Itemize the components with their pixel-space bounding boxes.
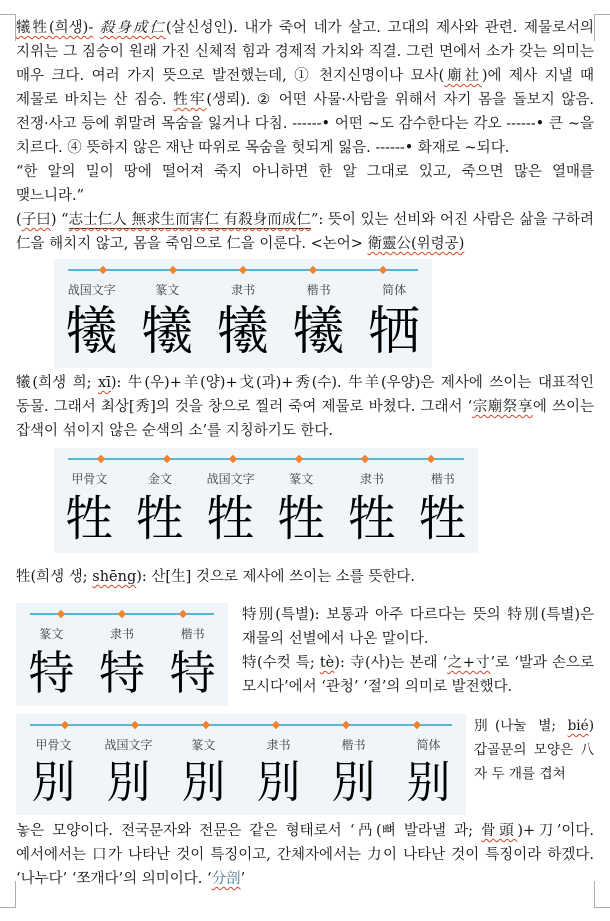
text-run: 分剖	[211, 871, 241, 887]
diamond-marker-icon	[239, 266, 247, 274]
glyph-char: 牲	[206, 491, 255, 547]
glyph-char: 別	[31, 757, 76, 808]
glyph-char: 別	[256, 757, 301, 808]
diamond-marker-icon	[379, 266, 387, 274]
timeline-cell	[68, 265, 138, 276]
text-run: 特(수컷 특;	[242, 655, 320, 671]
stage-label: 隶书	[110, 627, 135, 641]
timeline-cell	[382, 720, 452, 731]
text-run: 犧牲(희생)-	[16, 20, 94, 36]
text-run: 宗廟祭享	[472, 399, 533, 415]
glyph-char: 牲	[65, 491, 114, 547]
text-run: 子曰	[21, 212, 51, 228]
diamond-marker-icon	[309, 266, 317, 274]
stage-label: 楷书	[341, 738, 366, 752]
paragraph-te-explanation	[242, 651, 594, 699]
stage-label-row	[16, 733, 466, 757]
stage-label: 甲骨文	[35, 738, 72, 752]
stage-label: 战国文字	[206, 472, 255, 486]
diamond-marker-icon	[295, 455, 303, 463]
text-run: ): 牛(우)+羊(양)+戈(과)+秀(수). 牛羊(우양)은 제사에 쓰이는 대표적인 동물. 그래서 최상[秀]의 것을 창으로 찔러 죽여 제물로 바쳤다. 그래서 ‘	[16, 375, 594, 415]
text-run	[93, 20, 100, 36]
diamond-marker-icon	[163, 455, 171, 463]
paragraph-xi-explanation	[16, 371, 594, 443]
diamond-marker-icon	[229, 455, 237, 463]
stage-label: 篆文	[289, 472, 314, 486]
stage-label: 简体	[382, 283, 407, 297]
glyph-row	[16, 647, 228, 699]
text-run: )+刀’이다. 예서에서는 口가 나타난 것이 특징이고, 간체자에서는 力이 나타난 것이 특징이라 하겠다. ‘나누다’ ‘쪼개다’의 의미이다. ‘	[16, 823, 594, 887]
stage-label: 楷书	[306, 283, 331, 297]
paragraph-tebyeol	[242, 603, 594, 651]
timeline-cell	[241, 720, 311, 731]
text-run: 骨頭	[481, 823, 518, 839]
stage-label: 隶书	[360, 472, 385, 486]
document-body	[16, 16, 594, 891]
diamond-marker-icon	[99, 266, 107, 274]
diamond-marker-icon	[97, 455, 105, 463]
page-margin-mark-bottom-right	[594, 881, 610, 908]
stage-label: 金文	[148, 472, 173, 486]
script-evolution-chart-sheng	[54, 448, 478, 553]
text-run: 廟社	[444, 68, 482, 84]
stage-label: 篆文	[155, 283, 180, 297]
stage-label-row	[54, 278, 432, 302]
diamond-marker-icon	[342, 721, 350, 729]
timeline-cell	[134, 454, 200, 465]
stage-label: 楷书	[430, 472, 455, 486]
glyph-char: 牺	[368, 302, 421, 362]
text-run: 殺身成仁	[99, 20, 166, 36]
stage-label: 篆文	[39, 627, 64, 641]
section-te	[16, 603, 594, 706]
timeline-cell	[100, 720, 170, 731]
stage-label: 甲骨文	[71, 472, 108, 486]
paragraph-analects-quote	[16, 208, 594, 256]
text-run: 衛靈公(위령공)	[367, 236, 465, 252]
text-run: ) “	[50, 212, 69, 228]
timeline-cell	[30, 609, 91, 620]
section-byeol	[16, 714, 594, 815]
text-run: ’로 ‘발과 손으로 모시다’에서 ‘관청’ ‘절’의 의미로 발전했다.	[242, 655, 594, 695]
script-evolution-chart-te	[16, 603, 228, 706]
text-run: 別(나눌 별;	[474, 718, 568, 734]
diamond-marker-icon	[427, 455, 435, 463]
timeline-cell	[171, 720, 241, 731]
timeline-cell	[278, 265, 348, 276]
glyph-row	[54, 492, 478, 546]
paragraph-sheng-explanation	[16, 565, 594, 589]
stage-label: 篆文	[191, 738, 216, 752]
text-run: )에 제사 지낼 때 제물로 바치는 산 짐승.	[16, 68, 594, 108]
script-evolution-chart-byeol	[16, 714, 466, 815]
glyph-char: 別	[331, 757, 376, 808]
glyph-row	[54, 303, 432, 361]
diamond-marker-icon	[413, 721, 421, 729]
diamond-marker-icon	[361, 455, 369, 463]
diamond-marker-icon	[56, 610, 64, 618]
glyph-char: 牲	[136, 491, 185, 547]
diamond-marker-icon	[118, 610, 126, 618]
glyph-char: 犧	[65, 302, 118, 362]
text-run: (	[16, 212, 22, 228]
text-run: 牲牢	[173, 92, 207, 108]
text-run: 志士仁人 無求生而害仁 有殺身而成仁	[68, 212, 311, 228]
glyph-char: 犧	[216, 302, 269, 362]
text-run: shēng	[92, 569, 137, 585]
stage-label: 战国文字	[104, 738, 153, 752]
text-run: ): 산[生] 것으로 제사에 쓰이는 소를 뜻한다.	[136, 569, 415, 585]
timeline	[30, 609, 214, 620]
paragraph-definition-huisaeng	[16, 16, 594, 160]
text-run: ) 갑골문의 모양은 八 자 두 개를 겹쳐	[474, 718, 594, 782]
glyph-char: 別	[181, 757, 226, 808]
page-margin-mark-bottom-left	[0, 881, 16, 908]
diamond-marker-icon	[202, 721, 210, 729]
timeline-cell	[332, 454, 398, 465]
stage-label-row	[54, 467, 478, 491]
glyph-char: 特	[169, 646, 216, 700]
timeline-cell	[30, 720, 100, 731]
text-run: bié	[567, 718, 589, 734]
stage-label: 隶书	[266, 738, 291, 752]
diamond-marker-icon	[131, 721, 139, 729]
stage-label: 楷书	[180, 627, 205, 641]
diamond-marker-icon	[272, 721, 280, 729]
glyph-char: 牲	[277, 491, 326, 547]
text-run: (살신성인). 내가 죽어 네가 살고. 고대의 제사와 관련. 제물로서의 지위는 그 짐승이 원래 가진 신체적 힘과 경제적 가치와 직결. 그런 면에서 소가 갖는 의미는 매우 크다. 여러 가지 뜻으로 발전했는데, ① 천지신명이나 묘사(	[16, 20, 595, 84]
timeline	[68, 454, 464, 465]
timeline	[68, 265, 418, 276]
text-run: tè	[319, 655, 335, 671]
stage-label: 战国文字	[67, 283, 116, 297]
diamond-marker-icon	[169, 266, 177, 274]
stage-label: 简体	[416, 738, 441, 752]
glyph-char: 犧	[292, 302, 345, 362]
timeline-cell	[266, 454, 332, 465]
timeline	[30, 720, 452, 731]
glyph-char: 犧	[141, 302, 194, 362]
timeline-cell	[153, 609, 214, 620]
text-run: 놓은 모양이다. 전국문자와 전문은 같은 형태로서 ‘冎(뼈 발라낼 과;	[16, 823, 482, 839]
timeline-cell	[200, 454, 266, 465]
text-run: ): 寺(사)는 본래 ‘	[334, 655, 448, 671]
text-run: 犧(희생 희;	[16, 375, 99, 391]
glyph-row	[16, 758, 466, 808]
byeol-text-column	[474, 714, 594, 786]
glyph-char: 牲	[348, 491, 397, 547]
text-run: 에 쓰이는 잡색이 섞이지 않은 순색의 소’를 지칭하기도 한다.	[16, 399, 595, 439]
text-run: ’	[240, 871, 246, 887]
stage-label: 隶书	[230, 283, 255, 297]
text-run: ”: 뜻이 있는 선비와 어진 사람은 삶을 구하려 仁을 해치지 않고, 몸을 죽임으로 仁을 이룬다. <논어>	[16, 212, 595, 252]
text-run: 牲(희생 생;	[16, 569, 93, 585]
glyph-char: 别	[406, 757, 451, 808]
paragraph-byeol-explanation	[16, 819, 594, 891]
text-run: “한 알의 밀이 땅에 떨어져 죽지 아니하면 한 알 그대로 있고, 죽으면 많은 열매를 맺느니라.”	[16, 164, 594, 204]
timeline-cell	[398, 454, 464, 465]
glyph-char: 別	[106, 757, 151, 808]
glyph-char: 特	[99, 646, 145, 700]
text-run: 之+寸	[447, 655, 491, 671]
diamond-marker-icon	[179, 610, 187, 618]
glyph-char: 特	[28, 646, 75, 700]
page-margin-mark-top-left	[0, 14, 16, 41]
glyph-char: 牲	[418, 491, 467, 547]
te-text-column	[242, 603, 594, 699]
stage-label-row	[16, 622, 228, 646]
text-run: xī	[98, 375, 111, 391]
script-evolution-chart-xi	[54, 259, 432, 368]
diamond-marker-icon	[61, 721, 69, 729]
text-run: (생뢰). ② 어떤 사물·사람을 위해서 자기 몸을 돌보지 않음. 전쟁·사고 등에 휘말려 목숨을 잃거나 다침. ------• 어떤 ~도 감수한다는 각오 ------• 큰 ~을 치르다. ④ 뜻하지 않은 재난 따위로 목숨을 헛되게 잃음. ------• 화재로 ~되다.	[16, 92, 595, 156]
paragraph-wheat-quote	[16, 160, 594, 208]
timeline-cell	[348, 265, 418, 276]
paragraph-byeol-intro	[474, 714, 594, 786]
timeline-cell	[208, 265, 278, 276]
timeline-cell	[138, 265, 208, 276]
page-margin-mark-top-right	[594, 14, 610, 41]
text-run: 特別(특별): 보통과 아주 다르다는 뜻의 特別(특별)은 재물의 선별에서 나온 말이다.	[242, 607, 594, 647]
timeline-cell	[311, 720, 381, 731]
timeline-cell	[68, 454, 134, 465]
timeline-cell	[91, 609, 152, 620]
